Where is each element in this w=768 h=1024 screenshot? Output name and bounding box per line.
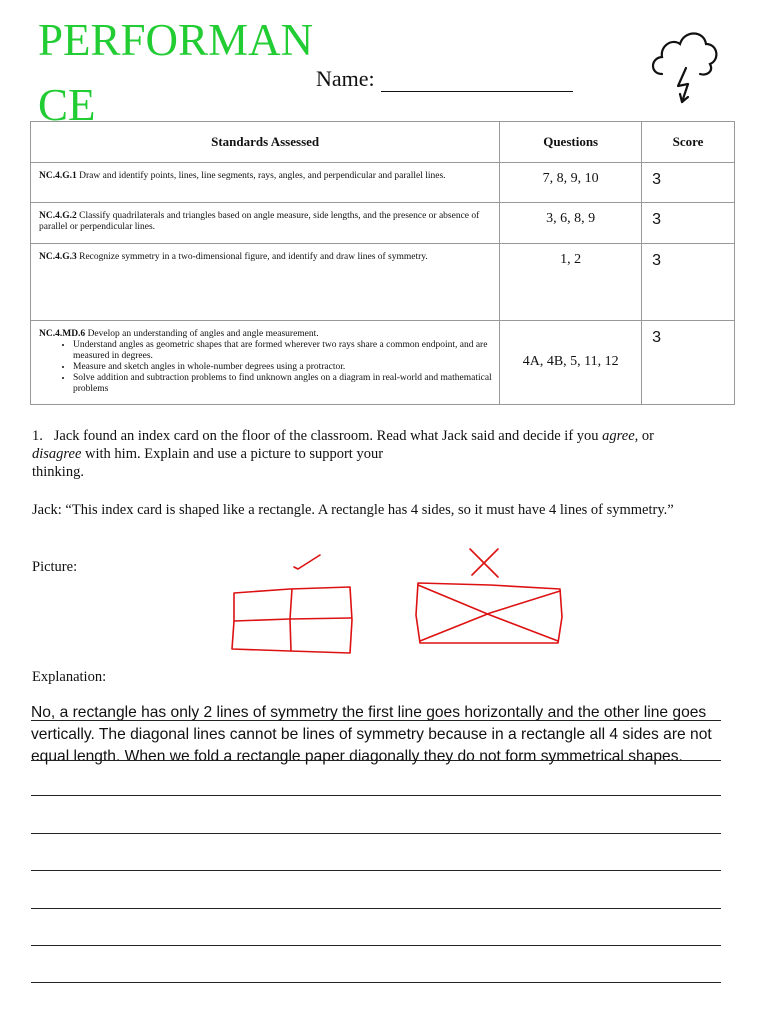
table-row — [31, 203, 735, 244]
name-blank-line — [381, 71, 573, 92]
standard-cell — [31, 163, 500, 203]
questions-cell: 7, 8, 9, 10 — [500, 163, 642, 203]
explanation-label: Explanation: — [32, 669, 107, 685]
standard-code: NC.4.MD.6 — [39, 329, 86, 339]
answer-line — [31, 870, 721, 871]
standard-text: Draw and identify points, lines, line segments, rays, angles, and perpendicular and parallel lines. — [79, 171, 446, 181]
standard-cell — [31, 203, 500, 244]
answer-line — [31, 720, 721, 721]
question-number: 1. — [32, 428, 43, 444]
question-prompt — [32, 427, 712, 481]
bullet-item: • Measure and sketch angles in whole-number degrees using a protractor. — [73, 362, 493, 373]
table-row — [31, 321, 735, 405]
prompt-text-b: with him. Explain and use a picture to support your — [81, 446, 384, 462]
standard-cell — [31, 321, 500, 405]
standard-code: NC.4.G.1 — [39, 171, 77, 181]
prompt-text-a: Jack found an index card on the floor of the classroom. Read what Jack said and decide if you — [53, 428, 603, 444]
table-row — [31, 244, 735, 321]
score-cell: 3 — [642, 244, 735, 321]
standard-bullets — [39, 340, 493, 395]
header-standards: Standards Assessed — [31, 122, 500, 163]
disagree-word: disagree — [32, 446, 82, 462]
prompt-text-c: thinking. — [32, 464, 84, 480]
standard-code: NC.4.G.2 — [39, 211, 77, 221]
page-title: PERFORMANCE — [38, 15, 314, 130]
answer-line — [31, 760, 721, 761]
bullet-item: • Understand angles as geometric shapes that are formed wherever two rays share a common endpoint, and are measured in degrees. — [73, 340, 493, 362]
answer-line — [31, 945, 721, 946]
header-questions: Questions — [500, 122, 642, 163]
questions-cell: 3, 6, 8, 9 — [500, 203, 642, 244]
table-row — [31, 163, 735, 203]
agree-word: agree, — [602, 428, 639, 444]
score-cell: 3 — [642, 321, 735, 405]
answer-line — [31, 982, 721, 983]
standard-cell — [31, 244, 500, 321]
student-drawing — [220, 545, 580, 660]
standards-table — [30, 121, 735, 405]
student-answer: No, a rectangle has only 2 lines of symmetry the first line goes horizontally and the other line goes vertically. The diagonal lines cannot be lines of symmetry because in a rectangle all 4 sides are not equal length. When we fold a rectangle paper diagonally they do not form symmetrical shapes. — [31, 704, 712, 765]
jack-quote: Jack: “This index card is shaped like a rectangle. A rectangle has 4 sides, so it must have 4 lines of symmetry.” — [32, 502, 674, 518]
standard-code: NC.4.G.3 — [39, 252, 77, 262]
standard-text: Recognize symmetry in a two-dimensional figure, and identify and draw lines of symmetry. — [79, 252, 428, 262]
or-word: or — [638, 428, 654, 444]
name-label: Name: — [316, 66, 375, 91]
storm-cloud-icon — [648, 24, 722, 108]
questions-cell: 1, 2 — [500, 244, 642, 321]
answer-line — [31, 833, 721, 834]
questions-cell: 4A, 4B, 5, 11, 12 — [500, 321, 642, 405]
bullet-item: • Solve addition and subtraction problems to find unknown angles on a diagram in real-world and mathematical problems — [73, 373, 493, 395]
score-cell: 3 — [642, 163, 735, 203]
picture-label: Picture: — [32, 559, 78, 575]
standard-text: Develop an understanding of angles and angle measurement. — [87, 329, 319, 339]
name-field — [316, 66, 573, 92]
standard-text: Classify quadrilaterals and triangles based on angle measure, side lengths, and the presence or absence of parallel or perpendicular lines. — [39, 211, 480, 232]
answer-line — [31, 908, 721, 909]
answer-line — [31, 795, 721, 796]
score-cell: 3 — [642, 203, 735, 244]
header-score: Score — [642, 122, 735, 163]
